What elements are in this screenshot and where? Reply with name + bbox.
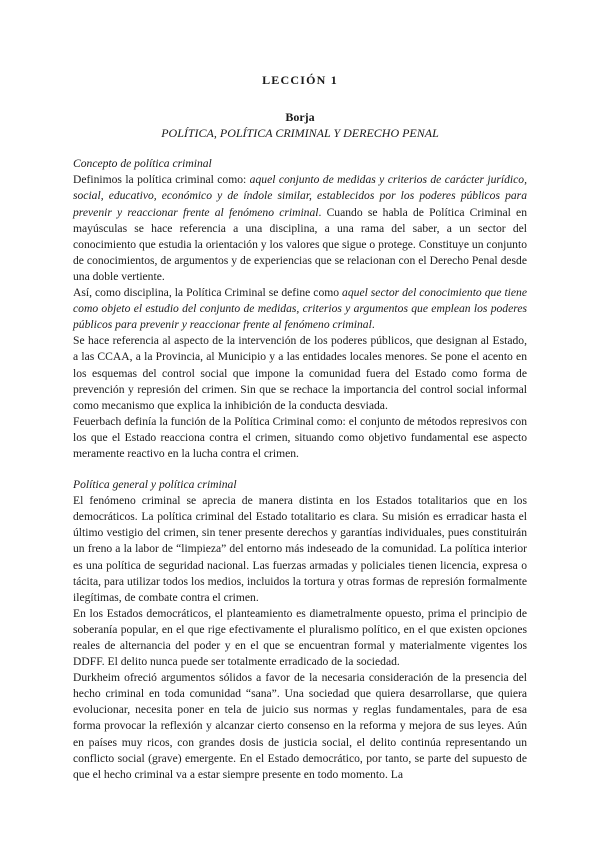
paragraph-text: Así, como disciplina, la Política Criminal se define como (73, 286, 343, 300)
paragraph-discipline (73, 285, 527, 333)
paragraph-text: . (371, 318, 375, 332)
paragraph-totalitarian: El fenómeno criminal se aprecia de manera distinta en los Estados totalitarios que en los democráticos. La política criminal del Estado totalitario es clara. Su misión es erradicar hasta el último vestigio del crimen, sin tener presente derechos y garantías individuales, pues constituirán un freno a la labor de “limpieza” del entorno más indeseado de la comunidad. La política interior es una política de seguridad nacional. Las fuerzas armadas y policiales tienen licencia, expresa o tácita, para utilizar todos los medios, incluidos la tortura y otras formas de represión formalmente ilegítimas, de combate contra el crimen. (73, 494, 527, 604)
italic-definition: aquel sector del conocimiento que tiene como objeto el estudio del conjunto de medidas, criterios y argumentos que emplean los poderes públicos para prevenir y reaccionar frente al fenómeno criminal (73, 286, 527, 332)
author-name: Borja (285, 110, 315, 125)
paragraph-public-powers: Se hace referencia al aspecto de la intervención de los poderes públicos, que designan al Estado, a las CCAA, a la Provincia, al Municipio y a las entidades locales menores. Se pone el acento en los esquemas del control social que impone la comunidad fuera del Estado como forma de prevención y represión del crimen. Sin que se rechace la importancia del control social informal como mecanismo que explica la inhibición de la conducta desviada. (73, 334, 527, 412)
italic-definition: aquel conjunto de medidas y criterios de carácter jurídico, social, educativo, económico y de índole similar, establecidos por los poderes públicos para prevenir y reaccionar frente al fenómeno criminal (73, 173, 527, 219)
paragraph-text: . Cuando se habla de Política Criminal en mayúsculas se hace referencia a una disciplina, a una rama del saber, a un sector del conocimiento que estudia la orientación y los valores que sigue o protege. Constituye un conjunto de conocimientos, de argumentos y de experiencias que se relacionan con el Derecho Penal desde una doble vertiente. (73, 205, 528, 283)
paragraph-democratic: En los Estados democráticos, el planteamiento es diametralmente opuesto, prima el principio de soberanía popular, en el que rige efectivamente el pluralismo político, en el que existen opciones reales de alternancia del poder y en el que se encuentran formal y materialmente vigentes los DDFF. El delito nunca puede ser totalmente erradicado de la sociedad. (73, 606, 527, 669)
document-subtitle: POLÍTICA, POLÍTICA CRIMINAL Y DERECHO PENAL (161, 126, 439, 141)
page-content (73, 72, 527, 783)
paragraph-feuerbach: Feuerbach definía la función de la Política Criminal como: el conjunto de métodos represivos con los que el Estado reacciona contra el crimen, situando como objetivo fundamental ese aspecto meramente reactivo en la lucha contra el crimen. (73, 414, 527, 460)
section-heading-concepto: Concepto de política criminal (73, 157, 212, 171)
lesson-title: LECCIÓN 1 (262, 73, 338, 87)
paragraph-durkheim: Durkheim ofreció argumentos sólidos a favor de la necesaria consideración de la presencia del hecho criminal en toda comunidad “sana”. Una sociedad que quiera desarrollarse, que quiera evolucionar, necesita poner en tela de juicio sus normas y reglas fundamentales, para de esa forma provocar la reflexión y alcanzar cierto consenso en la reforma y mejora de sus leyes. Aún en países muy ricos, con grandes dosis de justicia social, el delito continúa representando un conflicto social (grave) emergente. En el Estado democrático, por tanto, se parte del supuesto de que el hecho criminal va a estar siempre presente en todo momento. La (73, 671, 527, 781)
paragraph-definition (73, 172, 527, 285)
paragraph-text: Definimos la política criminal como: (73, 173, 250, 187)
section-heading-politica-general: Política general y política criminal (73, 478, 237, 492)
